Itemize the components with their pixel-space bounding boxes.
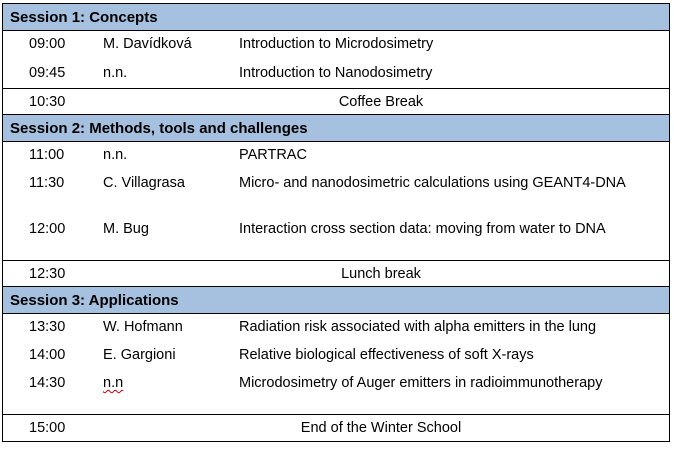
talk-title: Introduction to Microdosimetry bbox=[239, 36, 434, 52]
talk-speaker: W. Hofmann bbox=[103, 319, 183, 335]
talk-group bbox=[3, 314, 669, 415]
break-row bbox=[3, 89, 669, 115]
session-header: Session 3: Applications bbox=[3, 287, 669, 314]
talk-row bbox=[3, 35, 669, 64]
talk-row bbox=[3, 346, 669, 374]
talk-group bbox=[3, 142, 669, 261]
session-header: Session 2: Methods, tools and challenges bbox=[3, 115, 669, 142]
talk-title: Micro- and nanodosimetric calculations using GEANT4-DNA bbox=[239, 175, 626, 191]
break-label: End of the Winter School bbox=[300, 420, 462, 436]
talk-row bbox=[3, 174, 669, 220]
break-label: Lunch break bbox=[341, 266, 421, 282]
talk-row bbox=[3, 220, 669, 256]
talk-time: 13:30 bbox=[29, 319, 66, 335]
break-time: 10:30 bbox=[29, 94, 66, 110]
talk-speaker: E. Gargioni bbox=[103, 347, 176, 363]
break-time: 12:30 bbox=[29, 266, 66, 282]
talk-title: Relative biological effectiveness of soft X-rays bbox=[239, 347, 534, 363]
schedule-table bbox=[2, 3, 670, 442]
break-row bbox=[3, 415, 669, 441]
talk-group bbox=[3, 31, 669, 89]
talk-speaker: M. Bug bbox=[103, 221, 149, 237]
talk-title: Microdosimetry of Auger emitters in radioimmunotherapy bbox=[239, 375, 603, 391]
talk-row bbox=[3, 318, 669, 346]
break-row bbox=[3, 261, 669, 287]
talk-title: PARTRAC bbox=[239, 147, 307, 163]
talk-time: 11:00 bbox=[29, 147, 65, 163]
talk-speaker: n.n. bbox=[103, 147, 128, 163]
break-label: Coffee Break bbox=[338, 94, 424, 110]
break-time: 15:00 bbox=[29, 420, 66, 436]
talk-time: 14:00 bbox=[29, 347, 66, 363]
talk-row bbox=[3, 64, 669, 84]
talk-time: 09:00 bbox=[29, 36, 66, 52]
talk-speaker: n.n. bbox=[103, 65, 128, 81]
talk-speaker: n.n bbox=[103, 375, 124, 391]
talk-time: 12:00 bbox=[29, 221, 66, 237]
talk-row bbox=[3, 146, 669, 174]
talk-title: Radiation risk associated with alpha emitters in the lung bbox=[239, 319, 597, 335]
talk-title: Introduction to Nanodosimetry bbox=[239, 65, 433, 81]
talk-time: 11:30 bbox=[29, 175, 65, 191]
talk-time: 09:45 bbox=[29, 65, 66, 81]
talk-time: 14:30 bbox=[29, 375, 66, 391]
talk-title: Interaction cross section data: moving from water to DNA bbox=[239, 221, 606, 237]
talk-row bbox=[3, 374, 669, 410]
session-header: Session 1: Concepts bbox=[3, 4, 669, 31]
talk-speaker: C. Villagrasa bbox=[103, 175, 185, 191]
talk-speaker: M. Davídková bbox=[103, 36, 192, 52]
